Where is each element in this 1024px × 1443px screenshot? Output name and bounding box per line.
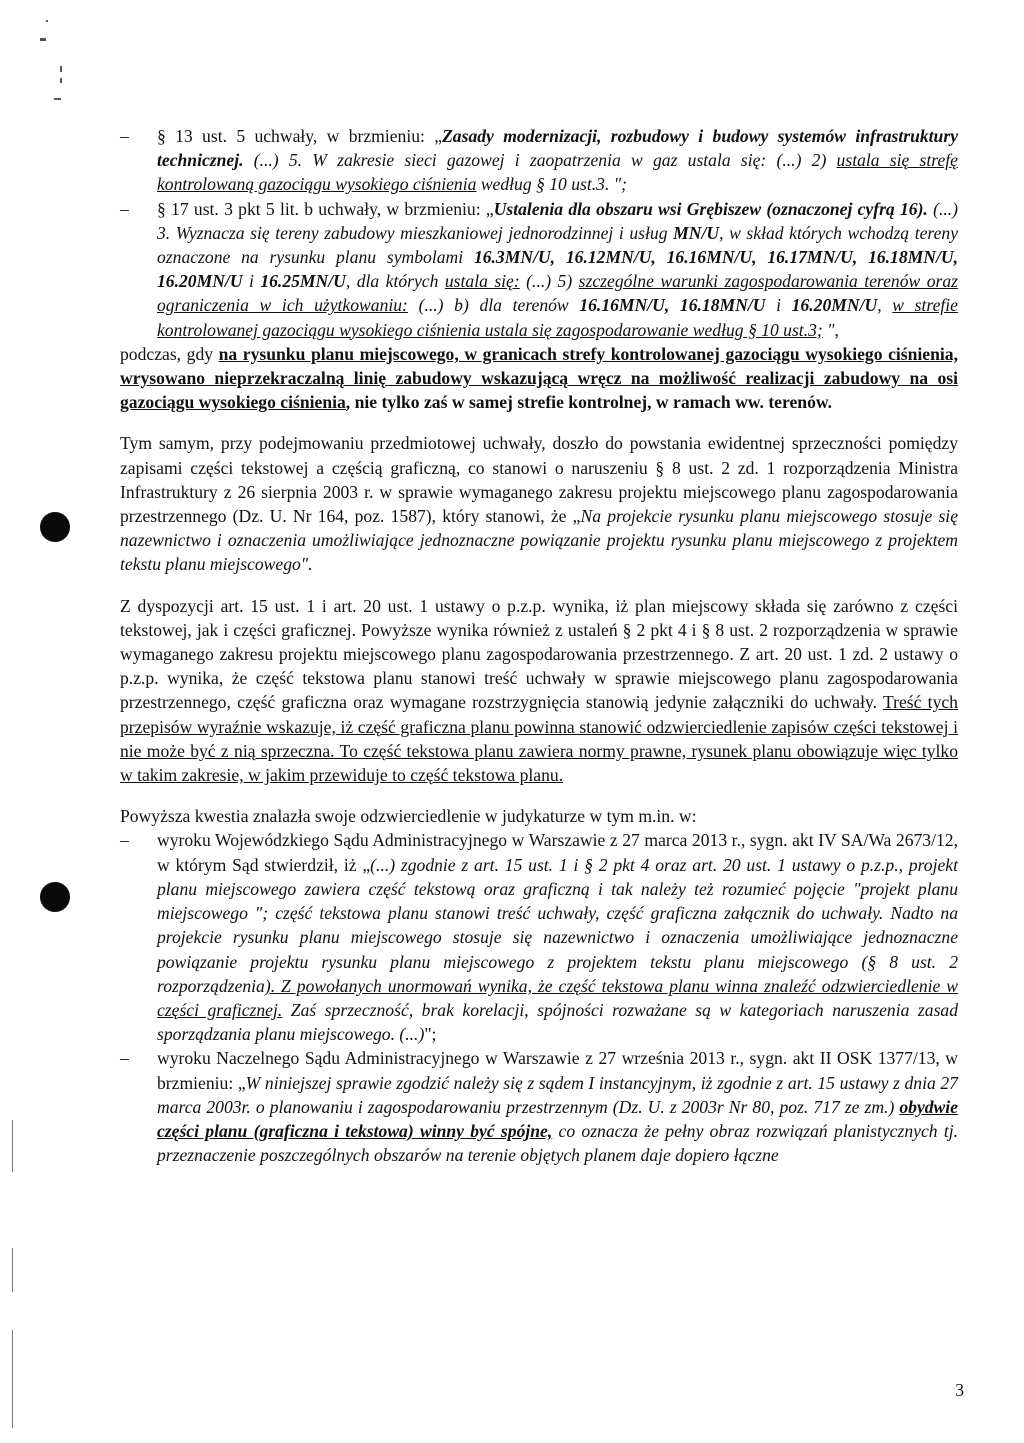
scan-edge-line [12,1248,13,1292]
text-run: na rysunku planu miejscowego, w granicach strefy kontrolowanej gazociągu wysokiego ciśnienia, wrysowano nieprzekraczalną linię zabudowy wskazującą wręcz na możliwość realizacji zabudowy na osi gazociągu wysokiego ciśnienia [120,343,958,413]
text-run: Na projekcie rysunku planu miejscowego stosuje się nazewnictwo i oznaczenia umożliwiające jednoznaczne powiązanie projektu rysunku planu miejscowego z projektem tekstu planu miejscowego [120,506,959,575]
text-run: 16.25MN/U [260,271,346,292]
case-law-list [120,828,958,1167]
text-run: Treść tych przepisów wyraźnie wskazuje, iż część graficzna planu powinna stanowić odzwierciedlenie zapisów części tekstowej i nie może być z nią sprzeczna. To część tekstowa planu zawiera normy prawne, rysunek planu obowiązuje więc tylko w takim zakresie, w jakim przewiduje to część tekstowa planu. [120,692,958,786]
paragraph-powyzsza: Powyższa kwestia znalazła swoje odzwierciedlenie w judykaturze w tym m.in. w: [120,806,697,827]
text-run: ustala się: [444,271,520,292]
text-run: wyroku Naczelnego Sądu Administracyjnego w Warszawie z 27 września 2013 r., sygn. akt II OSK 1377/13, w brzmieniu: „ [157,1048,958,1093]
text-run: (...) 3. Wyznacza się tereny zabudowy mieszkaniowej jednorodzinnej i usług [157,198,959,243]
text-run: według § 10 ust.3. "; [476,174,627,195]
scan-edge-line [12,1330,13,1428]
text-run: Z dyspozycji art. 15 ust. 1 i art. 20 ust. 1 ustawy o p.z.p. wynika, iż plan miejscowy składa się zarówno z części tekstowej, jak i części graficznej. Powyższe wynika również z ustaleń § 2 pkt 4 i § 8 ust. 2 rozporządzenia w sprawie wymaganego zakresu projektu miejscowego planu zagospodarowania przestrzennego. Z art. 20 ust. 1 zd. 2 ustawy o p.z.p. wynika, że część tekstowa planu stanowi treść uchwały w sprawie miejscowego planu zagospodarowania przestrzennego, część graficzna oraz wymagane rozstrzygnięcia stanowią jedynie załączniki do uchwały. [120,595,958,713]
text-run: i [242,271,261,292]
list-item-wsa [120,828,958,1046]
text-run: ", [822,319,839,340]
text-run: ustala się strefę kontrolowaną gazociągu wysokiego ciśnienia [157,150,958,195]
paragraph-z-dyspozycji [120,594,958,788]
text-run: "; [424,1024,437,1045]
scan-mark [60,78,62,83]
text-run: w strefie kontrolowanej gazociągu wysokiego ciśnienia ustala się zagospodarowanie według § 10 ust.3; [157,295,958,340]
text-run: (...) b) dla terenów [407,295,580,316]
text-run: (...) 5) [519,271,579,292]
text-run: W niniejszej sprawie zgodzić należy się z sądem I instancyjnym, iż zgodnie z art. 15 ustawy z dnia 27 marca 2003r. o planowaniu i zagospodarowaniu przestrzennym (Dz. U. z 2003r Nr 80, poz. 717 ze zm.) [157,1072,958,1117]
text-run: podczas, gdy [120,343,219,364]
quoted-provisions-list [120,124,958,342]
list-item-par17 [120,197,958,342]
text-run: , dla których [345,271,445,292]
paragraph-podczas [120,342,958,415]
list-dash: – [120,830,129,851]
text-run: co oznacza że pełny obraz rozwiązań planistycznych tj. przeznaczenie poszczególnych obszarów na terenie objętych planem daje dopiero łączne [157,1120,958,1166]
scan-mark [60,66,62,72]
list-item-nsa [120,1046,958,1167]
text-run: , [877,295,893,316]
page-number: 3 [955,1380,964,1400]
text-run: Zaś sprzeczność, brak korelacji, spójności rozważane są w kategoriach naruszenia zasad sporządzania planu miejscowego. (...) [157,999,959,1045]
text-run: i [765,295,792,316]
scan-mark [46,20,48,22]
punch-hole [40,512,70,542]
text-run: MN/U [673,222,720,243]
text-run: wyroku Wojewódzkiego Sądu Administracyjnego w Warszawie z 27 marca 2013 r., sygn. akt IV SA/Wa 2673/12, w którym Sąd stwierdził, iż „ [157,830,958,875]
scan-edge-line [12,1120,13,1172]
text-run: § 13 ust. 5 uchwały, w brzmieniu: „ [157,126,443,146]
text-run: § 17 ust. 3 pkt 5 lit. b uchwały, w brzmieniu: „ [157,198,494,219]
text-run: , w skład których wchodzą tereny oznaczone na rysunku planu symbolami [157,222,959,268]
text-run: 16.20MN/U [791,295,878,316]
text-run: (...) zgodnie z art. 15 ust. 1 i § 2 pkt 4 oraz art. 20 ust. 1 ustawy o p.z.p., projekt planu miejscowego zawiera część tekstową oraz graficzną i tak należy też rozumieć pojęcie "projekt planu miejscowego "; część tekstowa planu stanowi treść uchwały, część graficzna załącznik do uchwały. Nadto na projekcie rysunku planu miejscowego stosuje się nazewnictwo i oznaczenia umożliwiające jednoznaczne powiązanie projektu rysunku planu miejscowego z projektem tekstu planu miejscowego (§ 8 ust. 2 rozporządzenia [157,854,958,996]
list-item-par13 [120,124,958,197]
scan-mark [40,38,46,41]
punch-hole [40,882,70,912]
text-run: ". [300,554,313,575]
text-run: ). Z powołanych unormowań wynika, że część tekstowa planu winna znaleźć odzwierciedlenie w części graficznej. [157,975,958,1020]
paragraph-tym-samym [120,431,958,576]
text-run: , nie tylko zaś w samej strefie kontrolnej, w ramach ww. terenów. [345,392,833,413]
text-run: Tym samym, przy podejmowaniu przedmiotowej uchwały, doszło do powstania ewidentnej sprzeczności pomiędzy zapisami części tekstowej a częścią graficzną, co stanowi o naruszeniu § 8 ust. 2 zd. 1 rozporządzenia Ministra Infrastruktury z 26 sierpnia 2003 r. w sprawie wymaganego zakresu projektu miejscowego planu zagospodarowania przestrzennego (Dz. U. Nr 164, poz. 1587), który stanowi, że „ [120,433,958,527]
text-run: obydwie części planu (graficzna i tekstowa) winny być spójne, [157,1096,958,1141]
text-run: 16.16MN/U, 16.18MN/U [579,295,766,316]
list-dash: – [120,1048,129,1069]
list-dash: – [120,126,129,146]
text-run: Ustalenia dla obszaru wsi Grębiszew (oznaczonej cyfrą 16). [493,198,928,219]
text-run: (...) 5. W zakresie sieci gazowej i zaopatrzenia w gaz ustala się: (...) 2) [243,150,837,171]
list-dash: – [120,198,129,219]
text-run: szczególne warunki zagospodarowania terenów oraz ograniczenia w ich użytkowaniu: [157,271,958,316]
text-run: Zasady modernizacji, rozbudowy i budowy systemów infrastruktury technicznej. [157,126,958,171]
document-body [120,124,958,1167]
scan-mark [54,98,61,100]
text-run: 16.3MN/U, 16.12MN/U, 16.16MN/U, 16.17MN/U, 16.18MN/U, 16.20MN/U [157,247,958,292]
